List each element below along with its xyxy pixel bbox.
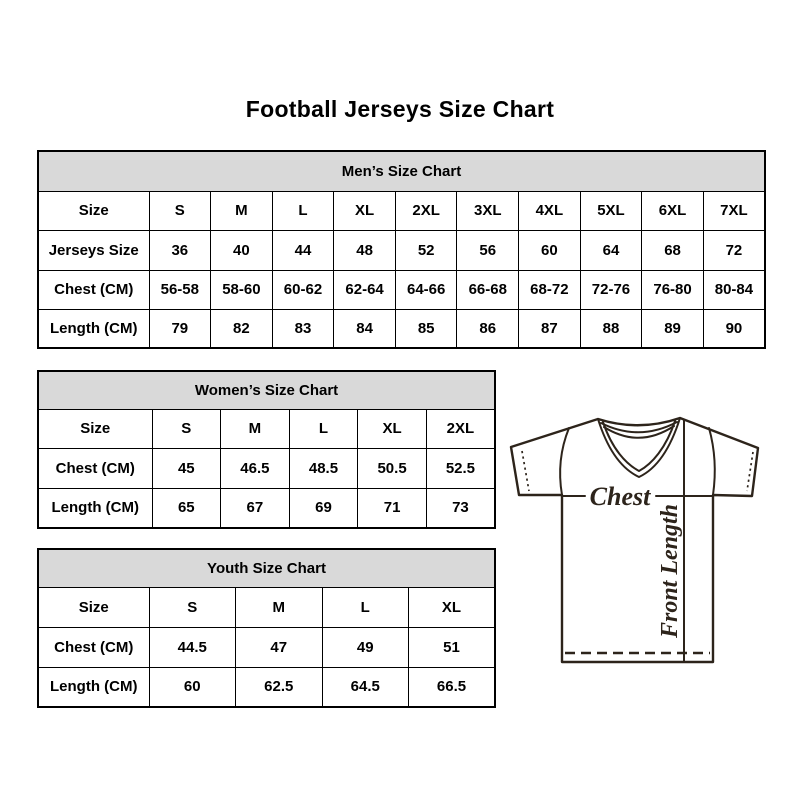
- table-cell: 79: [149, 309, 211, 348]
- table-cell: S: [149, 587, 236, 627]
- table-cell: 60: [149, 667, 236, 707]
- table-cell: 56-58: [149, 270, 211, 309]
- jersey-outline: [511, 418, 758, 662]
- table-cell: S: [152, 409, 221, 448]
- table-cell: 62-64: [334, 270, 396, 309]
- table-cell: 71: [358, 488, 427, 528]
- jersey-measurement-diagram: [505, 415, 767, 667]
- table-cell: 68: [642, 230, 704, 270]
- table-cell: 83: [272, 309, 334, 348]
- table-cell: 46.5: [221, 448, 290, 488]
- table-cell: L: [272, 191, 334, 230]
- table-cell: 86: [457, 309, 519, 348]
- table-cell: 64.5: [322, 667, 409, 707]
- table-cell: 44: [272, 230, 334, 270]
- table-cell: L: [322, 587, 409, 627]
- table-cell: 47: [236, 627, 323, 667]
- row-label: Size: [38, 409, 152, 448]
- table-cell: 85: [395, 309, 457, 348]
- row-label: Jerseys Size: [38, 230, 149, 270]
- table-cell: 80-84: [703, 270, 765, 309]
- row-label: Length (CM): [38, 667, 149, 707]
- table-cell: L: [289, 409, 358, 448]
- row-label: Size: [38, 587, 149, 627]
- table-cell: 84: [334, 309, 396, 348]
- table-cell: XL: [358, 409, 427, 448]
- table-cell: 69: [289, 488, 358, 528]
- row-label: Length (CM): [38, 488, 152, 528]
- table-title: Youth Size Chart: [38, 549, 495, 587]
- table-cell: 49: [322, 627, 409, 667]
- table-cell: 64-66: [395, 270, 457, 309]
- table-cell: 65: [152, 488, 221, 528]
- table-cell: 4XL: [519, 191, 581, 230]
- table-cell: M: [221, 409, 290, 448]
- table-cell: 56: [457, 230, 519, 270]
- table-cell: 3XL: [457, 191, 519, 230]
- row-label: Chest (CM): [38, 627, 149, 667]
- table-cell: 2XL: [395, 191, 457, 230]
- table-title: Women’s Size Chart: [38, 371, 495, 409]
- table-cell: 48.5: [289, 448, 358, 488]
- page-title: Football Jerseys Size Chart: [245, 96, 555, 122]
- table-cell: 88: [580, 309, 642, 348]
- table-cell: 6XL: [642, 191, 704, 230]
- left-cuff-dotted-line: [522, 451, 529, 491]
- table-cell: 87: [519, 309, 581, 348]
- table-cell: 5XL: [580, 191, 642, 230]
- table-cell: 68-72: [519, 270, 581, 309]
- table-cell: 82: [211, 309, 273, 348]
- table-cell: 90: [703, 309, 765, 348]
- right-cuff-dotted-line: [747, 452, 753, 491]
- table-cell: 51: [409, 627, 496, 667]
- table-cell: 36: [149, 230, 211, 270]
- table-cell: 89: [642, 309, 704, 348]
- table-cell: XL: [334, 191, 396, 230]
- mens-size-table: [37, 150, 766, 349]
- table-cell: 48: [334, 230, 396, 270]
- table-cell: M: [236, 587, 323, 627]
- youth-size-table: [37, 548, 496, 708]
- table-cell: 72-76: [580, 270, 642, 309]
- table-cell: S: [149, 191, 211, 230]
- table-cell: 73: [426, 488, 495, 528]
- table-cell: 45: [152, 448, 221, 488]
- womens-size-table: [37, 370, 496, 529]
- chest-label: Chest: [589, 482, 651, 511]
- table-cell: 44.5: [149, 627, 236, 667]
- table-cell: 60: [519, 230, 581, 270]
- table-cell: 62.5: [236, 667, 323, 707]
- table-cell: M: [211, 191, 273, 230]
- table-cell: 66.5: [409, 667, 496, 707]
- row-label: Size: [38, 191, 149, 230]
- jersey-diagram-svg: [505, 415, 767, 667]
- row-label: Length (CM): [38, 309, 149, 348]
- table-cell: 52: [395, 230, 457, 270]
- table-title: Men’s Size Chart: [38, 151, 765, 191]
- right-armhole-seam: [709, 428, 715, 495]
- table-cell: 52.5: [426, 448, 495, 488]
- table-cell: 40: [211, 230, 273, 270]
- left-armhole-seam: [560, 428, 569, 495]
- row-label: Chest (CM): [38, 448, 152, 488]
- table-cell: 58-60: [211, 270, 273, 309]
- table-cell: 2XL: [426, 409, 495, 448]
- table-cell: 66-68: [457, 270, 519, 309]
- table-cell: 64: [580, 230, 642, 270]
- table-cell: 72: [703, 230, 765, 270]
- table-cell: 76-80: [642, 270, 704, 309]
- table-cell: 7XL: [703, 191, 765, 230]
- table-cell: 67: [221, 488, 290, 528]
- table-cell: XL: [409, 587, 496, 627]
- row-label: Chest (CM): [38, 270, 149, 309]
- table-cell: 60-62: [272, 270, 334, 309]
- front-length-label: Front Length: [657, 503, 683, 639]
- table-cell: 50.5: [358, 448, 427, 488]
